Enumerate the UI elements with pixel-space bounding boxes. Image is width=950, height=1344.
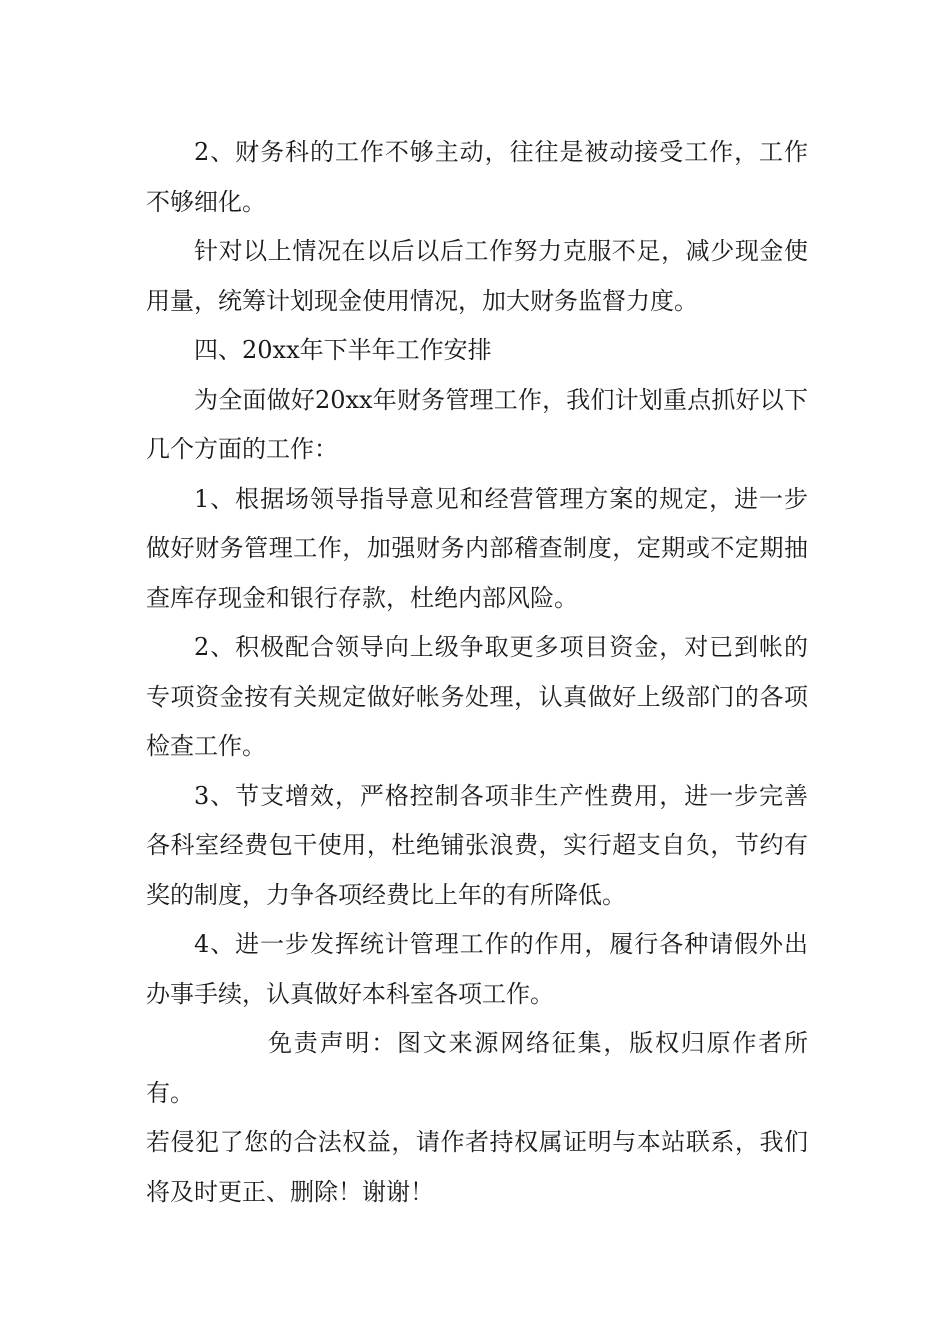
- copyright-notice: 若侵犯了您的合法权益，请作者持权属证明与本站联系，我们将及时更正、删除！谢谢！: [146, 1128, 808, 1206]
- document-body: [146, 128, 808, 1217]
- section-heading-work-plan: 四、20xx年下半年工作安排: [194, 336, 492, 364]
- disclaimer-text: 免责声明：图文来源网络征集，版权归原作者所有。: [146, 1029, 808, 1107]
- paragraph-plan-item-2: 2、积极配合领导向上级争取更多项目资金，对已到帐的专项资金按有关规定做好帐务处理，认真做好上级部门的各项检查工作。: [146, 633, 808, 760]
- paragraph-plan-item-1: 1、根据场领导指导意见和经营管理方案的规定，进一步做好财务管理工作，加强财务内部稽查制度，定期或不定期抽查库存现金和银行存款，杜绝内部风险。: [146, 484, 808, 612]
- paragraph-improvement-measures: 针对以上情况在以后以后工作努力克服不足，减少现金使用量，统筹计划现金使用情况，加大财务监督力度。: [146, 237, 808, 315]
- paragraph-plan-item-3: 3、节支增效，严格控制各项非生产性费用，进一步完善各科室经费包干使用，杜绝铺张浪费，实行超支自负，节约有奖的制度，力争各项经费比上年的有所降低。: [146, 781, 808, 909]
- paragraph-plan-item-4: 4、进一步发挥统计管理工作的作用，履行各种请假外出办事手续，认真做好本科室各项工作。: [146, 930, 808, 1008]
- paragraph-finance-issue-2: 2、财务科的工作不够主动，往往是被动接受工作，工作不够细化。: [146, 138, 808, 216]
- paragraph-plan-intro: 为全面做好20xx年财务管理工作，我们计划重点抓好以下几个方面的工作：: [146, 385, 808, 463]
